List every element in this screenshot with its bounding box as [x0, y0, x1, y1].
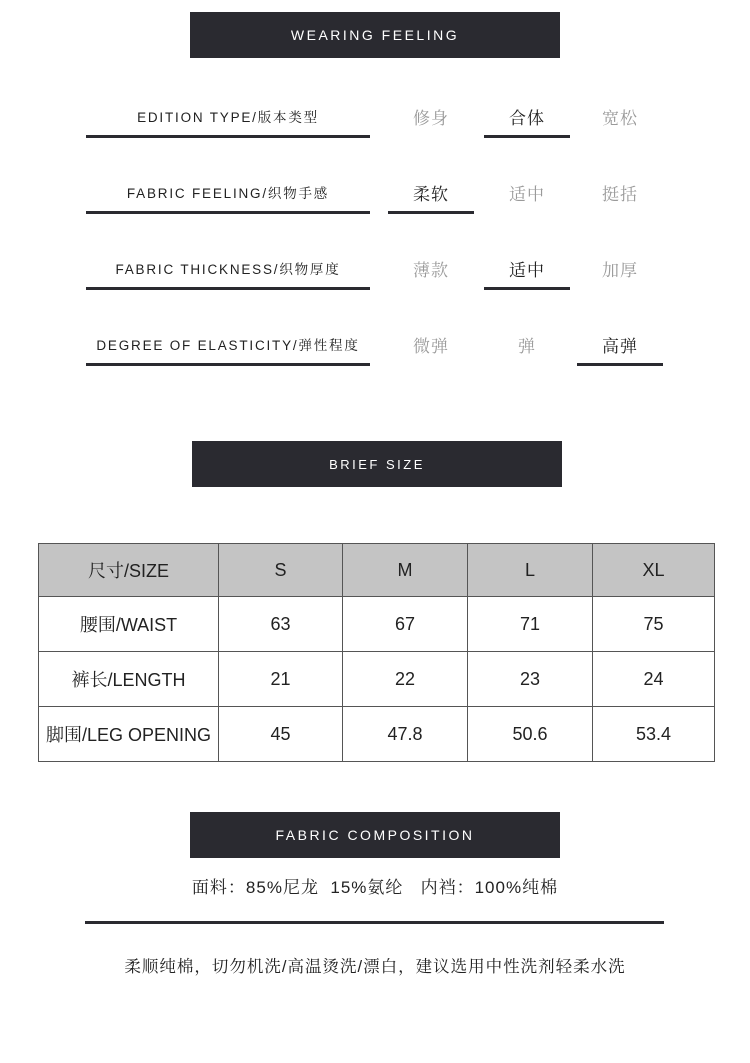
- table-row: [39, 597, 715, 652]
- row-label: 腰围/WAIST: [39, 597, 219, 652]
- feeling-option-1: 柔软: [388, 173, 474, 214]
- table-row: [39, 652, 715, 707]
- size-table: [38, 543, 715, 762]
- elasticity-option-1: 微弹: [413, 336, 449, 356]
- header-xl: XL: [593, 544, 715, 597]
- wearing-feeling-banner: WEARING FEELING: [190, 12, 560, 58]
- header-size: 尺寸/SIZE: [39, 544, 219, 597]
- table-cell: 45: [219, 707, 343, 762]
- fabric-feeling-label: FABRIC FEELING/织物手感: [86, 173, 370, 214]
- thickness-option-1: 薄款: [413, 260, 449, 280]
- size-table-header: [39, 544, 715, 597]
- table-cell: 71: [468, 597, 593, 652]
- elasticity-option-2: 弹: [518, 336, 536, 356]
- table-cell: 67: [343, 597, 468, 652]
- divider: [85, 921, 664, 924]
- feeling-option-2: 适中: [509, 184, 545, 204]
- elasticity-option-3: 高弹: [577, 325, 663, 366]
- care-instructions: 柔顺纯棉，切勿机洗/高温烫洗/漂白，建议选用中性洗剂轻柔水洗: [124, 958, 626, 976]
- row-label: 脚围/LEG OPENING: [39, 707, 219, 762]
- header-m: M: [343, 544, 468, 597]
- table-cell: 47.8: [343, 707, 468, 762]
- header-s: S: [219, 544, 343, 597]
- table-cell: 24: [593, 652, 715, 707]
- fabric-composition-banner: FABRIC COMPOSITION: [190, 812, 560, 858]
- table-cell: 22: [343, 652, 468, 707]
- table-cell: 63: [219, 597, 343, 652]
- table-cell: 53.4: [593, 707, 715, 762]
- thickness-option-3: 加厚: [602, 260, 638, 280]
- thickness-option-2: 适中: [484, 249, 570, 290]
- fabric-thickness-label: FABRIC THICKNESS/织物厚度: [86, 249, 370, 290]
- edition-option-2: 合体: [484, 97, 570, 138]
- elasticity-label: DEGREE OF ELASTICITY/弹性程度: [86, 325, 370, 366]
- header-l: L: [468, 544, 593, 597]
- table-cell: 21: [219, 652, 343, 707]
- edition-option-3: 宽松: [602, 108, 638, 128]
- table-row: [39, 707, 715, 762]
- feeling-option-3: 挺括: [602, 184, 638, 204]
- composition-text: 面料：85%尼龙 15%氨纶 内裆：100%纯棉: [191, 878, 559, 897]
- edition-type-label: EDITION TYPE/版本类型: [86, 97, 370, 138]
- row-label: 裤长/LENGTH: [39, 652, 219, 707]
- table-cell: 75: [593, 597, 715, 652]
- edition-option-1: 修身: [413, 108, 449, 128]
- table-cell: 23: [468, 652, 593, 707]
- table-cell: 50.6: [468, 707, 593, 762]
- brief-size-banner: BRIEF SIZE: [192, 441, 562, 487]
